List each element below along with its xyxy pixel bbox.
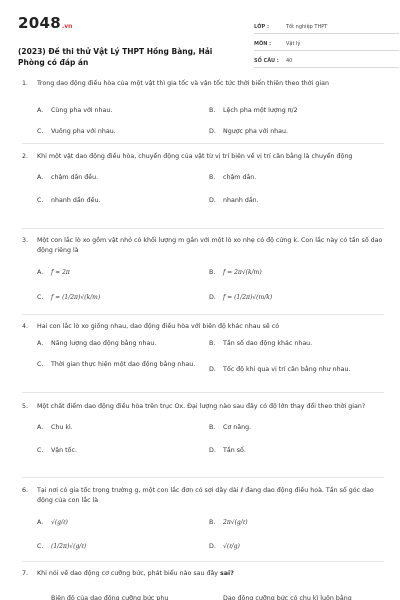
divider bbox=[22, 143, 384, 144]
option-letter: D. bbox=[209, 366, 216, 373]
option-b[interactable] bbox=[209, 339, 312, 348]
question-item bbox=[22, 486, 384, 550]
option-c[interactable] bbox=[37, 196, 101, 205]
option-letter: A. bbox=[37, 107, 44, 114]
question-text: Một chất điểm dao động điều hòa trên trục Ox. Đại lượng nào sau đây có độ lớn thay đổi theo thời gian? bbox=[37, 403, 366, 410]
divider bbox=[22, 561, 384, 562]
question-number: 4. bbox=[22, 323, 29, 330]
option-formula: √(g/ℓ) bbox=[51, 519, 68, 526]
divider bbox=[22, 392, 384, 393]
option-text: chậm dần. bbox=[223, 174, 257, 181]
question-text: Một con lắc lò xo gồm vật nhỏ có khối lượng m gắn với một lò xo nhẹ có độ cứng k. Con lắc này có tần số dao động riêng là bbox=[37, 237, 383, 254]
option-text: chậm dần đều. bbox=[51, 174, 99, 181]
option-letter: A. bbox=[37, 174, 44, 181]
question-stem bbox=[22, 486, 384, 506]
question-stem bbox=[22, 152, 384, 162]
question-number: 6. bbox=[22, 487, 29, 494]
option-formula: (1/2π)√(g/ℓ) bbox=[51, 543, 87, 550]
option-text: Tần số dao động khác nhau. bbox=[223, 340, 313, 347]
option-text: Ngược pha với nhau. bbox=[223, 128, 289, 135]
option-letter: A. bbox=[37, 269, 44, 276]
option-letter: D. bbox=[209, 543, 216, 550]
option-b[interactable] bbox=[209, 518, 248, 527]
question-text: Hai con lắc lò xo giống nhau, dao động điều hòa với biên độ khác nhau sẽ có bbox=[37, 323, 280, 330]
option-group bbox=[37, 89, 384, 135]
option-formula: 2π√(g/ℓ) bbox=[223, 519, 248, 526]
question-text: Tại nơi có gia tốc trọng trường g, một con lắc đơn có sợi dây dài ℓ đang dao động điều hoà. Tần số góc dao động của con lắc là bbox=[37, 487, 374, 504]
option-letter: A. bbox=[37, 340, 44, 347]
option-b[interactable] bbox=[223, 594, 352, 600]
option-b[interactable] bbox=[209, 173, 256, 182]
option-b[interactable] bbox=[209, 423, 251, 432]
question-stem bbox=[22, 236, 384, 256]
option-letter: B. bbox=[209, 424, 216, 431]
logo-domain-text: .vn bbox=[61, 23, 73, 30]
option-text: Biên độ của dao động cưỡng bức phụ bbox=[51, 595, 169, 600]
option-formula: √(ℓ/g) bbox=[223, 543, 240, 550]
option-b[interactable] bbox=[209, 268, 262, 277]
option-b[interactable] bbox=[209, 106, 298, 115]
meta-value: Vật lý bbox=[286, 41, 301, 47]
option-formula: f = (1/2π)√(m/k) bbox=[223, 294, 273, 301]
option-a[interactable] bbox=[51, 594, 168, 600]
question-stem bbox=[22, 79, 384, 89]
option-d[interactable] bbox=[209, 196, 259, 205]
option-text: Lệch pha một lượng π/2 bbox=[223, 107, 298, 114]
question-text bbox=[37, 569, 384, 579]
option-c[interactable] bbox=[37, 127, 116, 136]
meta-row-count bbox=[254, 51, 399, 68]
option-a[interactable] bbox=[37, 339, 156, 348]
divider bbox=[22, 228, 384, 229]
option-text: Năng lượng dao động bằng nhau. bbox=[51, 340, 157, 347]
question-number: 1. bbox=[22, 80, 29, 87]
option-text: Thời gian thực hiện một dao động bằng nhau. bbox=[51, 361, 196, 368]
question-item bbox=[22, 569, 384, 600]
question-number: 7. bbox=[22, 570, 29, 577]
option-letter: D. bbox=[209, 294, 216, 301]
question-text: Trong dao động điều hòa của một vật thì gia tốc và vận tốc tức thời biến thiên theo thời gian bbox=[37, 80, 329, 87]
option-text: Chu kì. bbox=[51, 424, 73, 431]
meta-row-class bbox=[254, 17, 399, 34]
option-letter: D. bbox=[209, 197, 216, 204]
question-item bbox=[22, 152, 384, 204]
option-letter: D. bbox=[209, 128, 216, 135]
option-text: nhanh dần đều. bbox=[51, 197, 101, 204]
option-text: Tốc độ khi qua vị trí cân bằng như nhau. bbox=[223, 366, 351, 373]
meta-label: SỐ CÂU : bbox=[254, 58, 279, 64]
option-c[interactable] bbox=[37, 293, 100, 302]
option-letter: B. bbox=[209, 174, 216, 181]
option-text: Vận tốc. bbox=[51, 447, 77, 454]
option-d[interactable] bbox=[209, 542, 240, 551]
question-text-emphasis: sai? bbox=[220, 570, 234, 577]
option-text: Cơ năng. bbox=[223, 424, 252, 431]
option-d[interactable] bbox=[209, 446, 246, 455]
divider bbox=[22, 477, 384, 478]
option-text: Vuông pha với nhau. bbox=[51, 128, 116, 135]
logo-main-text: 2048 bbox=[18, 14, 61, 32]
option-text: nhanh dần. bbox=[223, 197, 259, 204]
option-text: Dao động cưỡng bức có chu kì luôn bằng bbox=[223, 595, 352, 600]
question-stem bbox=[22, 402, 384, 412]
option-a[interactable] bbox=[37, 173, 98, 182]
site-logo[interactable] bbox=[18, 14, 72, 32]
exam-title: (2023) Đề thi thử Vật Lý THPT Hồng Bàng, Hải Phòng có đáp án bbox=[18, 47, 213, 67]
question-number: 3. bbox=[22, 237, 29, 244]
meta-value: Tốt nghiệp THPT bbox=[286, 24, 328, 30]
option-d[interactable] bbox=[209, 365, 351, 374]
question-item bbox=[22, 402, 384, 454]
option-letter: C. bbox=[37, 197, 44, 204]
exam-meta bbox=[254, 17, 399, 68]
option-c[interactable] bbox=[37, 446, 77, 455]
page-header bbox=[18, 14, 388, 74]
question-text-main: Khi nói về dao động cơ cưỡng bức, phát biểu nào sau đây bbox=[37, 570, 219, 577]
option-text: Cùng pha với nhau. bbox=[51, 107, 113, 114]
meta-label: MÔN : bbox=[254, 41, 272, 47]
option-letter: C. bbox=[37, 361, 44, 368]
option-letter: B. bbox=[209, 340, 216, 347]
question-stem bbox=[22, 569, 384, 579]
option-letter: B. bbox=[209, 519, 216, 526]
option-letter: B. bbox=[209, 107, 216, 114]
question-item bbox=[22, 322, 384, 373]
option-letter: B. bbox=[209, 269, 216, 276]
option-formula: f = 2π bbox=[51, 269, 70, 276]
meta-value: 40 bbox=[286, 58, 293, 64]
option-letter: C. bbox=[37, 294, 44, 301]
question-number: 2. bbox=[22, 153, 29, 160]
question-item bbox=[22, 236, 384, 301]
option-c[interactable] bbox=[37, 542, 86, 551]
meta-row-subject bbox=[254, 34, 399, 51]
option-a[interactable] bbox=[37, 106, 112, 115]
option-formula: f = 2π√(k/m) bbox=[223, 269, 262, 276]
option-a[interactable] bbox=[37, 518, 68, 527]
option-text: Tần số. bbox=[223, 447, 246, 454]
option-a[interactable] bbox=[37, 423, 73, 432]
option-a[interactable] bbox=[37, 268, 70, 277]
option-letter: C. bbox=[37, 128, 44, 135]
option-letter: A. bbox=[37, 424, 44, 431]
option-letter: D. bbox=[209, 447, 216, 454]
question-number: 5. bbox=[22, 403, 29, 410]
question-item bbox=[22, 79, 384, 135]
option-formula: f = (1/2π)√(k/m) bbox=[51, 294, 101, 301]
question-stem bbox=[22, 322, 384, 332]
option-letter: C. bbox=[37, 543, 44, 550]
option-d[interactable] bbox=[209, 293, 272, 302]
meta-label: LỚP : bbox=[254, 24, 269, 30]
option-letter: C. bbox=[37, 447, 44, 454]
option-letter: A. bbox=[37, 519, 44, 526]
divider bbox=[22, 314, 384, 315]
option-d[interactable] bbox=[209, 127, 288, 136]
option-c[interactable] bbox=[37, 360, 195, 369]
question-text: Khi một vật dao động điều hòa, chuyển động của vật từ vị trí biên về vị trí cân bằng là chuyển động bbox=[37, 153, 353, 160]
